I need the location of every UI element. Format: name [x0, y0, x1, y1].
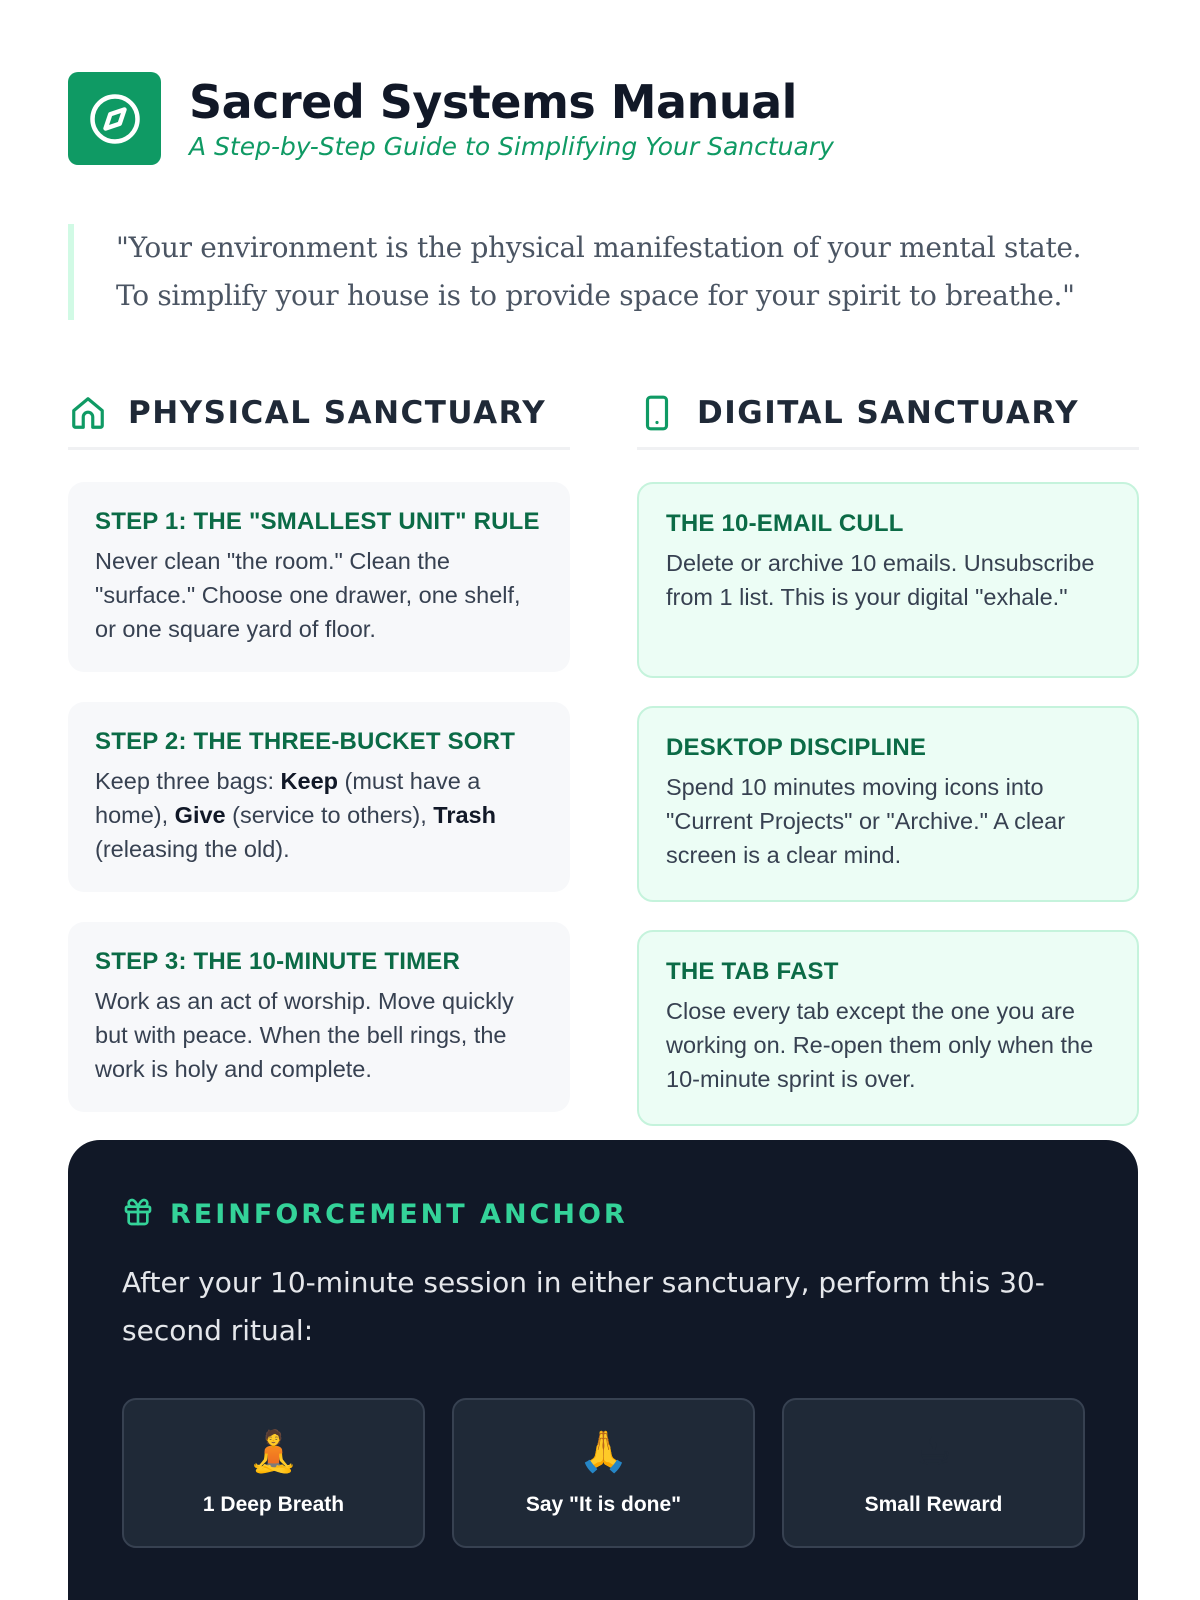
intro-quote — [68, 224, 1138, 320]
digital-step-card — [637, 930, 1139, 1126]
digital-sanctuary-header — [637, 390, 1139, 450]
give-label: Give — [174, 802, 226, 828]
physical-sanctuary-header — [68, 390, 570, 450]
anchor-heading: REINFORCEMENT ANCHOR — [170, 1199, 628, 1230]
page-subtitle: A Step-by-Step Guide to Simplifying Your Sanctuary — [189, 131, 834, 161]
page-title: Sacred Systems Manual — [189, 74, 797, 129]
card-title: DESKTOP DISCIPLINE — [666, 734, 927, 761]
quote-line-2: To simplify your house is to provide space for your spirit to breathe." — [116, 279, 1075, 312]
physical-step-card — [68, 702, 570, 892]
praying-hands-icon: 🙏 — [578, 1430, 629, 1474]
ritual-card-small-reward — [782, 1398, 1085, 1548]
meditation-icon: 🧘 — [248, 1430, 299, 1474]
ritual-label: 1 Deep Breath — [202, 1493, 345, 1516]
page-header — [68, 72, 834, 165]
digital-step-card — [637, 706, 1139, 902]
smartphone-icon — [637, 393, 677, 433]
card-title: THE TAB FAST — [666, 958, 839, 985]
trash-label: Trash — [433, 802, 496, 828]
physical-step-card — [68, 482, 570, 672]
digital-sanctuary-column — [637, 390, 1139, 1092]
anchor-header — [122, 1196, 1084, 1233]
quote-line-1: "Your environment is the physical manifestation of your mental state. — [116, 231, 1082, 264]
home-icon — [68, 393, 108, 433]
ritual-label: Say "It is done" — [525, 1493, 682, 1516]
reinforcement-anchor-panel — [68, 1140, 1138, 1600]
card-title: THE 10-EMAIL CULL — [666, 510, 904, 537]
ritual-card-say-done — [452, 1398, 755, 1548]
ritual-list — [122, 1398, 1085, 1548]
card-text: Work as an act of worship. Move quickly but with peace. When the bell rings, the work is holy and complete. — [95, 988, 514, 1082]
anchor-description: After your 10-minute session in either sanctuary, perform this 30-second ritual: — [122, 1266, 1045, 1347]
compass-icon — [68, 72, 161, 165]
card-title: STEP 1: THE "SMALLEST UNIT" RULE — [95, 508, 540, 535]
card-text: Delete or archive 10 emails. Unsubscribe from 1 list. This is your digital "exhale." — [666, 550, 1095, 610]
ritual-card-deep-breath — [122, 1398, 425, 1548]
digital-sanctuary-heading: DIGITAL SANCTUARY — [697, 394, 1080, 431]
card-title: STEP 3: THE 10-MINUTE TIMER — [95, 948, 461, 975]
card-text: Keep three bags: Keep (must have a home), Give (service to others), Trash (releasing the old). — [95, 768, 496, 862]
card-text: Never clean "the room." Clean the "surface." Choose one drawer, one shelf, or one square yard of floor. — [95, 548, 521, 642]
physical-step-card — [68, 922, 570, 1112]
ritual-label: Small Reward — [864, 1493, 1003, 1516]
card-text: Spend 10 minutes moving icons into "Current Projects" or "Archive." A clear screen is a clear mind. — [666, 774, 1066, 868]
digital-step-card — [637, 482, 1139, 678]
physical-sanctuary-heading: PHYSICAL SANCTUARY — [128, 394, 547, 431]
card-text: Close every tab except the one you are working on. Re-open them only when the 10-minute sprint is over. — [666, 998, 1094, 1092]
coffee-icon: ☕ — [915, 1430, 952, 1474]
card-title: STEP 2: THE THREE-BUCKET SORT — [95, 728, 516, 755]
keep-label: Keep — [280, 768, 338, 794]
physical-sanctuary-column — [68, 390, 570, 1082]
gift-icon — [122, 1196, 154, 1233]
